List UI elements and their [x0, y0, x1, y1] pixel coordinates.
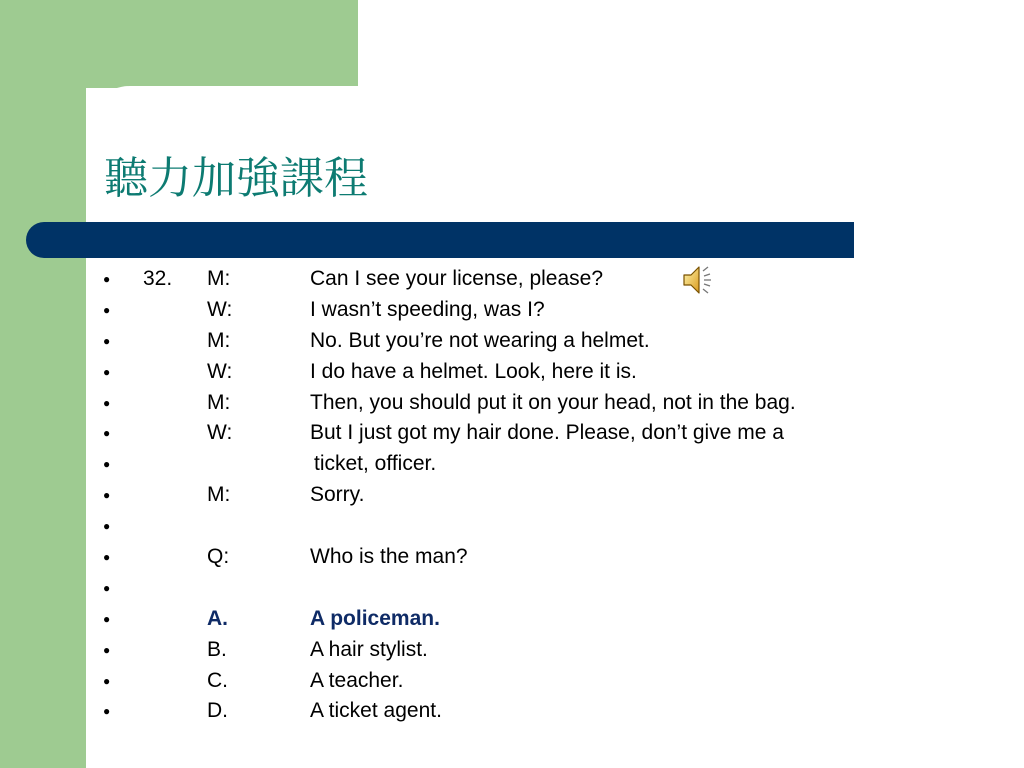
dialogue-line: [0, 388, 1024, 419]
line-text: ticket, officer.: [314, 452, 437, 476]
option-text: A teacher.: [310, 668, 404, 692]
line-text: No. But you’re not wearing a helmet.: [310, 328, 650, 352]
dialogue-line: [0, 295, 1024, 326]
bullet: ●: [103, 395, 111, 410]
title-underline-bar: [26, 222, 854, 258]
bullet: ●: [103, 611, 111, 626]
question-label: Q:: [207, 545, 230, 569]
speaker-label: M:: [207, 390, 231, 414]
question-number: 32.: [143, 267, 173, 290]
line-text: Can I see your license, please?: [310, 267, 604, 290]
bullet: ●: [103, 580, 111, 595]
answer-option: [0, 696, 1024, 727]
speaker-volume-icon[interactable]: [680, 264, 716, 296]
dialogue-list: [0, 264, 1024, 727]
bullet: ●: [103, 550, 111, 565]
dialogue-line: [0, 326, 1024, 357]
bullet: ●: [103, 457, 111, 472]
option-letter: D.: [207, 699, 228, 723]
bullet: ●: [103, 364, 111, 379]
dialogue-line: [0, 357, 1024, 388]
bullet: ●: [103, 704, 111, 719]
line-text: I wasn’t speeding, was I?: [310, 297, 545, 321]
speaker-label: M:: [207, 483, 231, 507]
bullet: ●: [103, 673, 111, 688]
line-text: Sorry.: [310, 483, 365, 507]
question-text: Who is the man?: [310, 545, 468, 569]
dialogue-line: [0, 264, 1024, 295]
answer-option: [0, 666, 1024, 697]
bullet: ●: [103, 333, 111, 348]
option-text: A ticket agent.: [310, 699, 442, 723]
speaker-label: W:: [207, 359, 233, 383]
question-line: [0, 542, 1024, 573]
dialogue-line: [0, 418, 1024, 449]
option-letter: C.: [207, 668, 228, 692]
line-text: Then, you should put it on your head, not in the bag.: [310, 390, 796, 414]
option-letter: A.: [207, 606, 228, 630]
speaker-label: M:: [207, 267, 231, 290]
option-letter: B.: [207, 637, 227, 661]
bullet: ●: [103, 488, 111, 503]
bullet: ●: [103, 272, 111, 286]
option-text: A policeman.: [310, 606, 440, 630]
answer-option-correct: [0, 604, 1024, 635]
line-text: But I just got my hair done. Please, don’t give me a: [310, 421, 784, 445]
answer-option: [0, 635, 1024, 666]
bullet: ●: [103, 642, 111, 657]
empty-line: [0, 511, 1024, 542]
speaker-label: M:: [207, 328, 231, 352]
empty-line: [0, 573, 1024, 604]
line-text: I do have a helmet. Look, here it is.: [310, 359, 637, 383]
bullet: ●: [103, 519, 111, 534]
dialogue-line: [0, 449, 1024, 480]
bullet: ●: [103, 302, 111, 317]
speaker-label: W:: [207, 421, 233, 445]
slide-title: 聽力加強課程: [104, 153, 368, 204]
dialogue-line: [0, 480, 1024, 511]
option-text: A hair stylist.: [310, 637, 428, 661]
bullet: ●: [103, 426, 111, 441]
speaker-label: W:: [207, 297, 233, 321]
